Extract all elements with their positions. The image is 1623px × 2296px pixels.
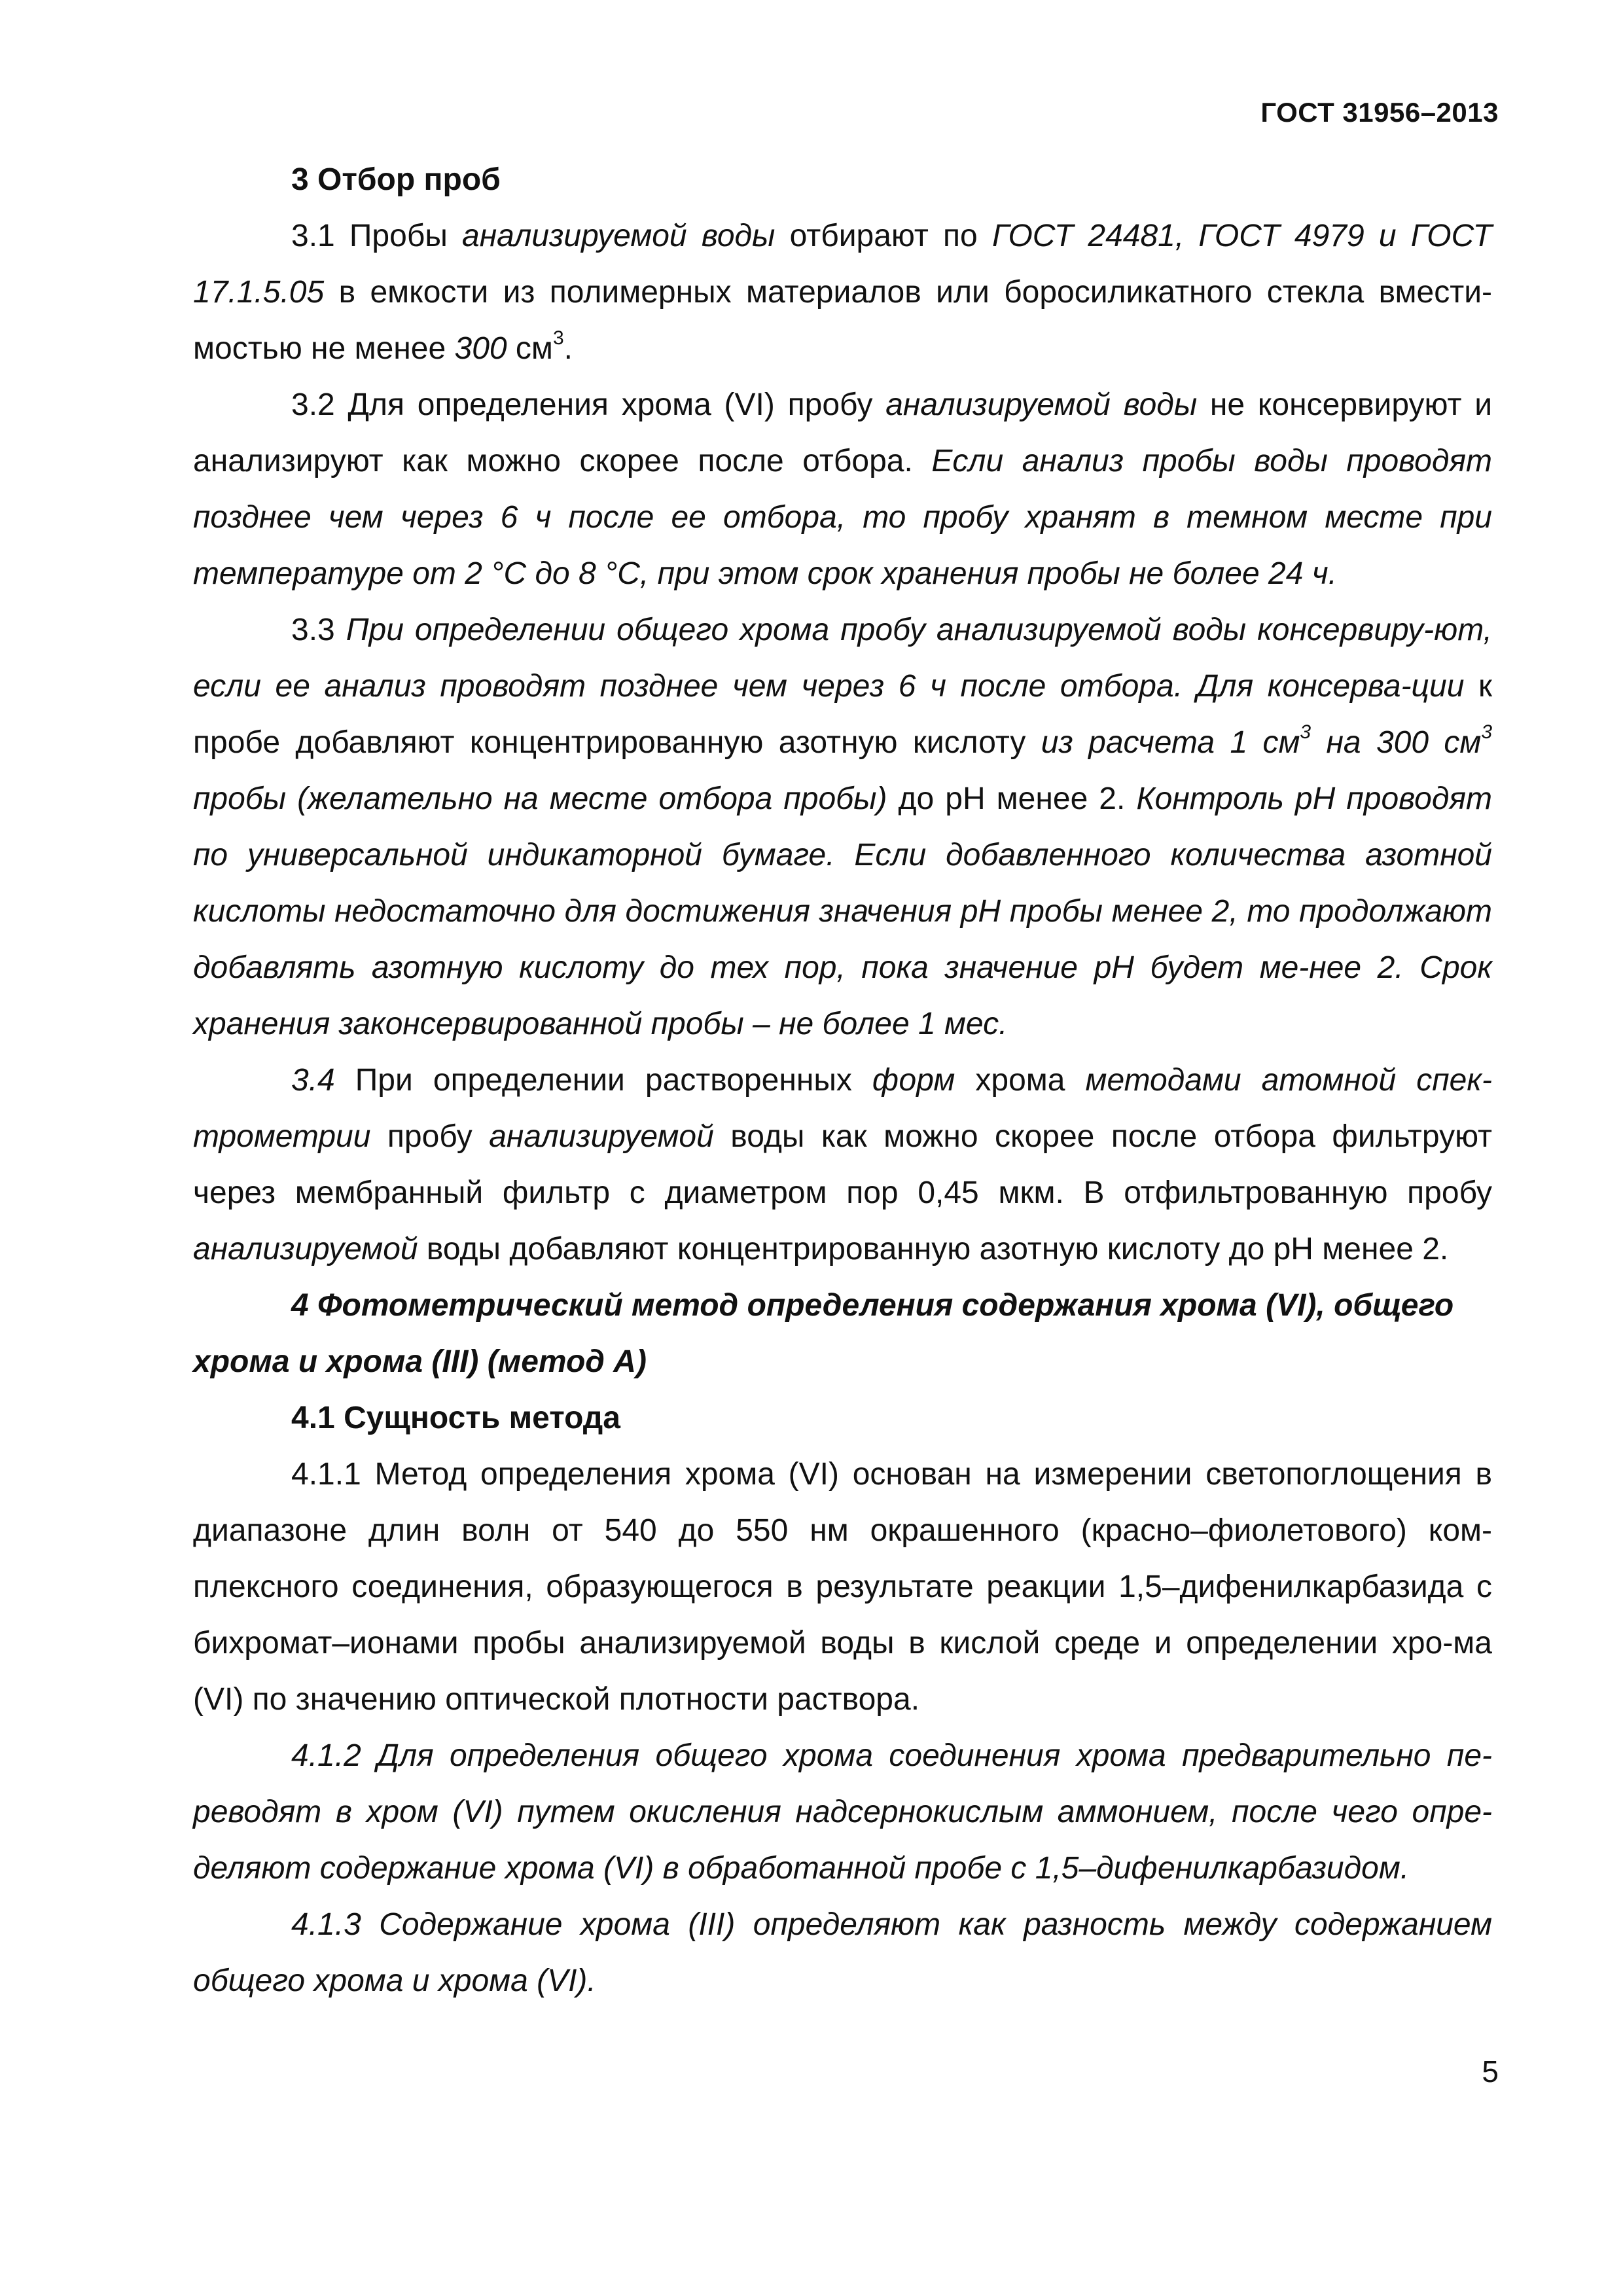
page-body (193, 152, 1492, 2009)
subsection-4-1-title: 4.1 Сущность метода (291, 1401, 620, 1435)
paragraph-3-4: 3.4 При определении растворенных форм хрома методами атомной спек-трометрии пробу анализируемой воды как можно скорее после отбора фильтруют через мембранный фильтр с диаметром пор 0,45 мкм. В отфильтрованную пробу анализируемой воды добавляют концентрированную азотную кислоту до рН менее 2. (193, 1063, 1493, 1266)
paragraph-4-1-2: 4.1.2 Для определения общего хрома соединения хрома предварительно пе-реводят в хром (VI) путем окисления надсернокислым аммонием, после чего опре-деляют содержание хрома (VI) в обработанной пробе с 1,5–дифенилкарбазидом. (193, 1738, 1492, 1886)
paragraph-4-1-3: 4.1.3 Содержание хрома (III) определяют как разность между содержанием общего хрома и хрома (VI). (193, 1907, 1492, 1998)
paragraph-3-1: 3.1 Пробы анализируемой воды отбирают по ГОСТ 24481, ГОСТ 4979 и ГОСТ 17.1.5.05 в емкости из полимерных материалов или боросиликатного стекла вмести-мостью не менее 300 $см^3$. (193, 219, 1493, 366)
page-number: 5 (1482, 2054, 1499, 2089)
paragraph-3-2: 3.2 Для определения хрома (VI) пробу анализируемой воды не консервируют и анализируют как можно скорее после отбора. Если анализ пробы воды проводят позднее чем через 6 ч после ее отбора, то пробу хранят в темном месте при температуре от 2 °С до 8 °С, при этом срок хранения пробы не более 24 ч. (193, 387, 1493, 591)
section-3-title: 3 Отбор проб (291, 162, 501, 197)
standard-header: ГОСТ 31956–2013 (1260, 97, 1499, 128)
paragraph-4-1-1: 4.1.1 Метод определения хрома (VI) основан на измерении светопоглощения в диапазоне длин волн от 540 до 550 нм окрашенного (красно–фиолетового) ком-плексного соединения, образующегося в результате реакции 1,5–дифенилкарбазида с бихромат–ионами пробы анализируемой воды в кислой среде и определении хро-ма (VI) по значению оптической плотности раствора. (193, 1457, 1492, 1717)
section-4-title: 4 Фотометрический метод определения содержания хрома (VI), общего хрома и хрома (III) (метод А) (193, 1288, 1454, 1379)
paragraph-3-3: 3.3 При определении общего хрома пробу анализируемой воды консервиру-ют, если ее анализ проводят позднее чем через 6 ч после отбора. Для консерва-ции к пробе добавляют концентрированную азотную кислоту из расчета 1 $см^3$ на 300 $см^3$ пробы (желательно на месте отбора пробы) до рН менее 2. Контроль рН проводят по универсальной индикаторной бумаге. Если добавленного количества азотной кислоты недостаточно для достижения значения рН пробы менее 2, то продолжают добавлять азотную кислоту до тех пор, пока значение рН будет ме-нее 2. Срок хранения законсервированной пробы – не более 1 мес. (193, 613, 1493, 1041)
